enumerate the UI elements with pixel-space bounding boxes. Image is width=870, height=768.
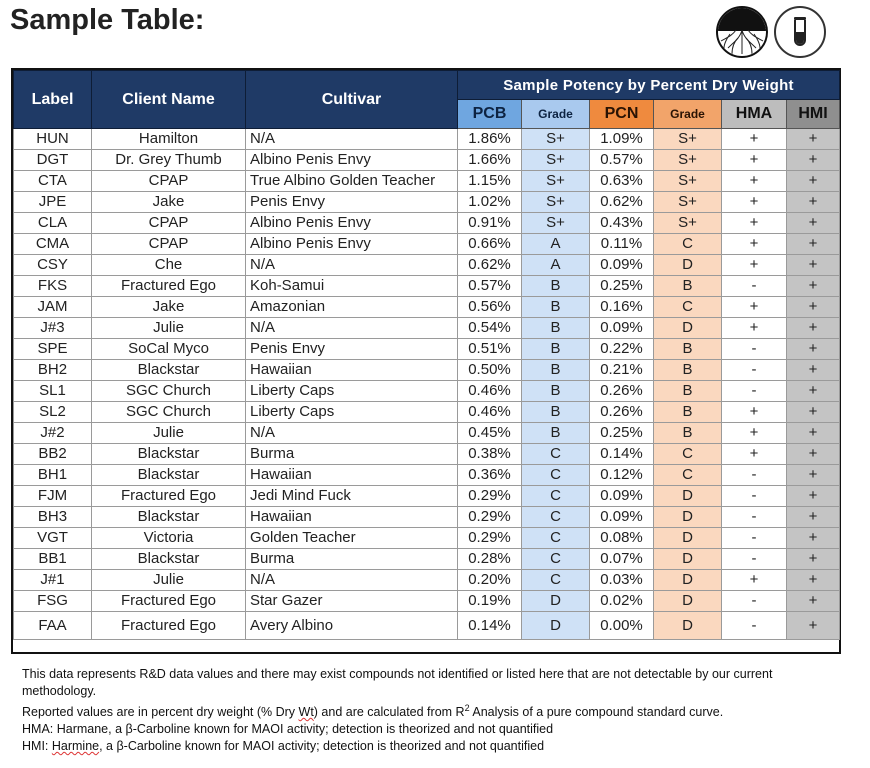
cell-client-name: Blackstar [92,360,246,381]
cell-pcn: 0.21% [590,360,654,381]
cell-pcb-grade: S+ [522,213,590,234]
header-label: Label [14,71,92,129]
cell-hma: - [722,549,787,570]
cell-pcn: 0.57% [590,150,654,171]
cell-pcn: 0.25% [590,423,654,444]
cell-hma: + [722,423,787,444]
cell-pcn-grade: D [654,507,722,528]
cell-cultivar: Liberty Caps [246,402,458,423]
cell-cultivar: Hawaiian [246,507,458,528]
cell-pcb-grade: S+ [522,171,590,192]
footnote-hmi-part: Harmine [51,739,100,754]
cell-pcn: 0.22% [590,339,654,360]
cell-pcn: 0.09% [590,486,654,507]
cell-pcn: 0.09% [590,255,654,276]
cell-pcb: 1.86% [458,129,522,150]
cell-hma: + [722,255,787,276]
cell-hma: + [722,570,787,591]
cell-pcb-grade: A [522,234,590,255]
cell-hmi: + [787,360,840,381]
cell-hma: - [722,339,787,360]
cell-label: J#1 [14,570,92,591]
cell-hmi: + [787,423,840,444]
cell-client-name: Hamilton [92,129,246,150]
cell-label: J#2 [14,423,92,444]
cell-label: FJM [14,486,92,507]
cell-client-name: Blackstar [92,507,246,528]
cell-cultivar: N/A [246,318,458,339]
cell-pcn: 0.14% [590,444,654,465]
footnote-units-part: Analysis of a pure compound standard curve. [469,705,724,720]
cell-pcn: 0.03% [590,570,654,591]
cell-cultivar: Penis Envy [246,339,458,360]
cell-pcn: 0.07% [590,549,654,570]
cell-pcn-grade: S+ [654,150,722,171]
cell-hma: - [722,276,787,297]
cell-pcn: 0.62% [590,192,654,213]
header-pcb: PCB [458,100,522,129]
cell-hma: + [722,318,787,339]
cell-pcb-grade: S+ [522,150,590,171]
cell-pcn-grade: D [654,570,722,591]
cell-client-name: Dr. Grey Thumb [92,150,246,171]
cell-pcb: 0.36% [458,465,522,486]
cell-client-name: CPAP [92,213,246,234]
cell-label: BH1 [14,465,92,486]
cell-pcb-grade: B [522,318,590,339]
header-pcn: PCN [590,100,654,129]
sample-table-frame [11,68,841,654]
cell-hma: + [722,297,787,318]
cell-cultivar: Albino Penis Envy [246,150,458,171]
cell-client-name: SGC Church [92,381,246,402]
table-row [14,171,840,192]
cell-pcn: 0.09% [590,507,654,528]
cell-pcb-grade: A [522,255,590,276]
table-row [14,339,840,360]
cell-pcn: 0.25% [590,276,654,297]
cell-client-name: Fractured Ego [92,276,246,297]
cell-pcn: 0.26% [590,402,654,423]
cell-client-name: Julie [92,570,246,591]
cell-pcb-grade: B [522,360,590,381]
footnote-hma: HMA: Harmane, a β-Carboline known for MAOI activity; detection is theorized and not quantified [22,722,554,737]
cell-pcb: 0.62% [458,255,522,276]
cell-label: FAA [14,612,92,640]
cell-pcn: 0.11% [590,234,654,255]
cell-hmi: + [787,255,840,276]
cell-pcn: 0.09% [590,318,654,339]
cell-label: CLA [14,213,92,234]
cell-pcb-grade: C [522,486,590,507]
cell-hmi: + [787,339,840,360]
cell-pcb-grade: C [522,507,590,528]
cell-hma: + [722,171,787,192]
cell-pcb: 0.91% [458,213,522,234]
cell-pcb-grade: D [522,612,590,640]
cell-pcb: 0.51% [458,339,522,360]
cell-pcb-grade: C [522,549,590,570]
cell-label: SL2 [14,402,92,423]
cell-label: JPE [14,192,92,213]
cell-label: VGT [14,528,92,549]
header-sample-potency-group: Sample Potency by Percent Dry Weight [458,71,840,100]
cell-pcb-grade: B [522,297,590,318]
cell-pcb: 0.29% [458,528,522,549]
cell-pcn: 1.09% [590,129,654,150]
cell-cultivar: N/A [246,129,458,150]
cell-pcb-grade: C [522,528,590,549]
cell-hmi: + [787,570,840,591]
cell-hma: + [722,150,787,171]
cell-client-name: Fractured Ego [92,612,246,640]
cell-cultivar: Penis Envy [246,192,458,213]
cell-client-name: Victoria [92,528,246,549]
footnote-disclaimer: This data represents R&D data values and there may exist compounds not identified or listed here that are not detectable by our current methodology. [22,667,773,698]
footnote-hmi [22,738,842,755]
table-row [14,318,840,339]
footnotes [22,666,842,755]
test-tube-icon [774,6,826,58]
cell-pcb: 0.66% [458,234,522,255]
cell-pcn-grade: B [654,423,722,444]
cell-hmi: + [787,171,840,192]
table-row [14,192,840,213]
cell-pcb: 0.46% [458,381,522,402]
cell-label: SL1 [14,381,92,402]
cell-cultivar: N/A [246,423,458,444]
cell-label: JAM [14,297,92,318]
cell-hma: - [722,360,787,381]
table-row [14,612,840,640]
mushroom-mycelium-logo-icon [716,6,768,58]
cell-label: CMA [14,234,92,255]
cell-pcb-grade: C [522,465,590,486]
cell-hmi: + [787,549,840,570]
cell-pcb-grade: C [522,444,590,465]
cell-pcb: 1.15% [458,171,522,192]
footnote-units-part: Wt [298,705,314,720]
cell-label: BB2 [14,444,92,465]
cell-client-name: Fractured Ego [92,486,246,507]
cell-hma: + [722,213,787,234]
cell-pcb-grade: S+ [522,192,590,213]
cell-pcb-grade: B [522,402,590,423]
footnote-units-part: Reported values are in percent dry weight (% Dry [22,705,299,720]
cell-cultivar: Hawaiian [246,360,458,381]
cell-cultivar: Albino Penis Envy [246,213,458,234]
cell-client-name: CPAP [92,234,246,255]
cell-pcn-grade: B [654,402,722,423]
cell-pcb: 0.56% [458,297,522,318]
cell-hma: + [722,129,787,150]
cell-hmi: + [787,150,840,171]
cell-client-name: Jake [92,297,246,318]
cell-label: FSG [14,591,92,612]
cell-pcn: 0.12% [590,465,654,486]
cell-hma: - [722,612,787,640]
table-row [14,528,840,549]
cell-label: BH2 [14,360,92,381]
cell-hmi: + [787,213,840,234]
cell-pcb: 0.57% [458,276,522,297]
cell-label: BH3 [14,507,92,528]
cell-pcb: 0.29% [458,486,522,507]
table-row [14,486,840,507]
table-body [14,129,840,640]
cell-pcn: 0.08% [590,528,654,549]
table-row [14,150,840,171]
header-pcb-grade: Grade [522,100,590,129]
cell-pcn-grade: C [654,234,722,255]
cell-client-name: CPAP [92,171,246,192]
page-title: Sample Table: [10,4,205,36]
cell-pcb-grade: B [522,381,590,402]
table-row [14,507,840,528]
cell-client-name: Jake [92,192,246,213]
cell-client-name: SGC Church [92,402,246,423]
cell-cultivar: Burma [246,549,458,570]
cell-pcn: 0.43% [590,213,654,234]
cell-hma: - [722,591,787,612]
cell-pcb: 0.45% [458,423,522,444]
cell-hma: - [722,528,787,549]
cell-cultivar: Burma [246,444,458,465]
cell-pcn-grade: D [654,612,722,640]
cell-pcn: 0.02% [590,591,654,612]
cell-hma: + [722,444,787,465]
cell-cultivar: Amazonian [246,297,458,318]
cell-cultivar: True Albino Golden Teacher [246,171,458,192]
cell-label: CSY [14,255,92,276]
table-row [14,276,840,297]
cell-pcb-grade: B [522,339,590,360]
table-row [14,213,840,234]
table-row [14,360,840,381]
cell-pcn-grade: C [654,444,722,465]
cell-pcb: 0.14% [458,612,522,640]
cell-pcn-grade: S+ [654,213,722,234]
cell-client-name: Fractured Ego [92,591,246,612]
cell-pcn-grade: D [654,255,722,276]
cell-pcb: 0.46% [458,402,522,423]
cell-pcn: 0.63% [590,171,654,192]
cell-client-name: Blackstar [92,465,246,486]
cell-pcn: 0.26% [590,381,654,402]
cell-pcn-grade: D [654,528,722,549]
cell-pcn-grade: B [654,276,722,297]
cell-cultivar: N/A [246,255,458,276]
cell-client-name: Blackstar [92,549,246,570]
table-row [14,129,840,150]
cell-pcn-grade: B [654,360,722,381]
footnote-units-part: ) and are calculated from R [313,705,465,720]
table-row [14,591,840,612]
header-hma: HMA [722,100,787,129]
table-row [14,234,840,255]
cell-hmi: + [787,234,840,255]
table-row [14,297,840,318]
cell-cultivar: Hawaiian [246,465,458,486]
table-row [14,255,840,276]
footnote-units [22,700,842,721]
footnote-units-superscript: 2 [464,703,470,713]
cell-pcb-grade: B [522,423,590,444]
header-cultivar: Cultivar [246,71,458,129]
footnote-hmi-part: HMI: [22,739,52,754]
cell-pcn-grade: S+ [654,171,722,192]
cell-pcb: 0.54% [458,318,522,339]
cell-label: DGT [14,150,92,171]
cell-hma: - [722,465,787,486]
cell-hmi: + [787,591,840,612]
cell-pcn-grade: D [654,591,722,612]
cell-pcb: 0.19% [458,591,522,612]
cell-hmi: + [787,507,840,528]
cell-cultivar: Koh-Samui [246,276,458,297]
cell-cultivar: N/A [246,570,458,591]
cell-cultivar: Golden Teacher [246,528,458,549]
cell-client-name: Julie [92,423,246,444]
cell-hma: - [722,381,787,402]
cell-hma: - [722,507,787,528]
cell-pcb: 0.50% [458,360,522,381]
cell-cultivar: Avery Albino [246,612,458,640]
header-client-name: Client Name [92,71,246,129]
cell-label: FKS [14,276,92,297]
cell-hmi: + [787,612,840,640]
cell-label: HUN [14,129,92,150]
cell-cultivar: Jedi Mind Fuck [246,486,458,507]
cell-pcn: 0.16% [590,297,654,318]
cell-label: J#3 [14,318,92,339]
cell-pcn-grade: C [654,297,722,318]
cell-pcb-grade: D [522,591,590,612]
cell-hmi: + [787,402,840,423]
cell-pcn-grade: S+ [654,192,722,213]
cell-hmi: + [787,276,840,297]
table-row [14,423,840,444]
cell-pcn-grade: B [654,339,722,360]
cell-pcb-grade: B [522,276,590,297]
header-pcn-grade: Grade [654,100,722,129]
cell-pcb: 0.20% [458,570,522,591]
cell-hma: - [722,486,787,507]
cell-label: BB1 [14,549,92,570]
table-row [14,402,840,423]
cell-hmi: + [787,444,840,465]
cell-pcn: 0.00% [590,612,654,640]
cell-pcn-grade: D [654,549,722,570]
cell-label: SPE [14,339,92,360]
cell-hma: + [722,192,787,213]
cell-hmi: + [787,381,840,402]
cell-label: CTA [14,171,92,192]
cell-client-name: Blackstar [92,444,246,465]
cell-pcn-grade: D [654,318,722,339]
cell-hmi: + [787,486,840,507]
cell-hmi: + [787,297,840,318]
table-row [14,570,840,591]
cell-client-name: Che [92,255,246,276]
cell-pcn-grade: C [654,465,722,486]
table-row [14,465,840,486]
cell-pcb: 1.02% [458,192,522,213]
table-row [14,549,840,570]
cell-hmi: + [787,129,840,150]
table-row [14,381,840,402]
cell-pcb-grade: S+ [522,129,590,150]
cell-cultivar: Albino Penis Envy [246,234,458,255]
cell-hmi: + [787,465,840,486]
footnote-hmi-part: , a β-Carboline known for MAOI activity; detection is theorized and not quantified [99,739,545,754]
cell-hmi: + [787,192,840,213]
cell-hma: + [722,234,787,255]
cell-pcb: 0.38% [458,444,522,465]
cell-pcn-grade: S+ [654,129,722,150]
cell-hmi: + [787,318,840,339]
cell-hmi: + [787,528,840,549]
cell-client-name: SoCal Myco [92,339,246,360]
cell-cultivar: Star Gazer [246,591,458,612]
cell-pcb-grade: C [522,570,590,591]
cell-pcb: 0.29% [458,507,522,528]
cell-hma: + [722,402,787,423]
cell-pcn-grade: B [654,381,722,402]
cell-cultivar: Liberty Caps [246,381,458,402]
cell-pcn-grade: D [654,486,722,507]
cell-pcb: 1.66% [458,150,522,171]
table-row [14,444,840,465]
cell-pcb: 0.28% [458,549,522,570]
header-hmi: HMI [787,100,840,129]
cell-client-name: Julie [92,318,246,339]
sample-potency-table [13,70,840,640]
